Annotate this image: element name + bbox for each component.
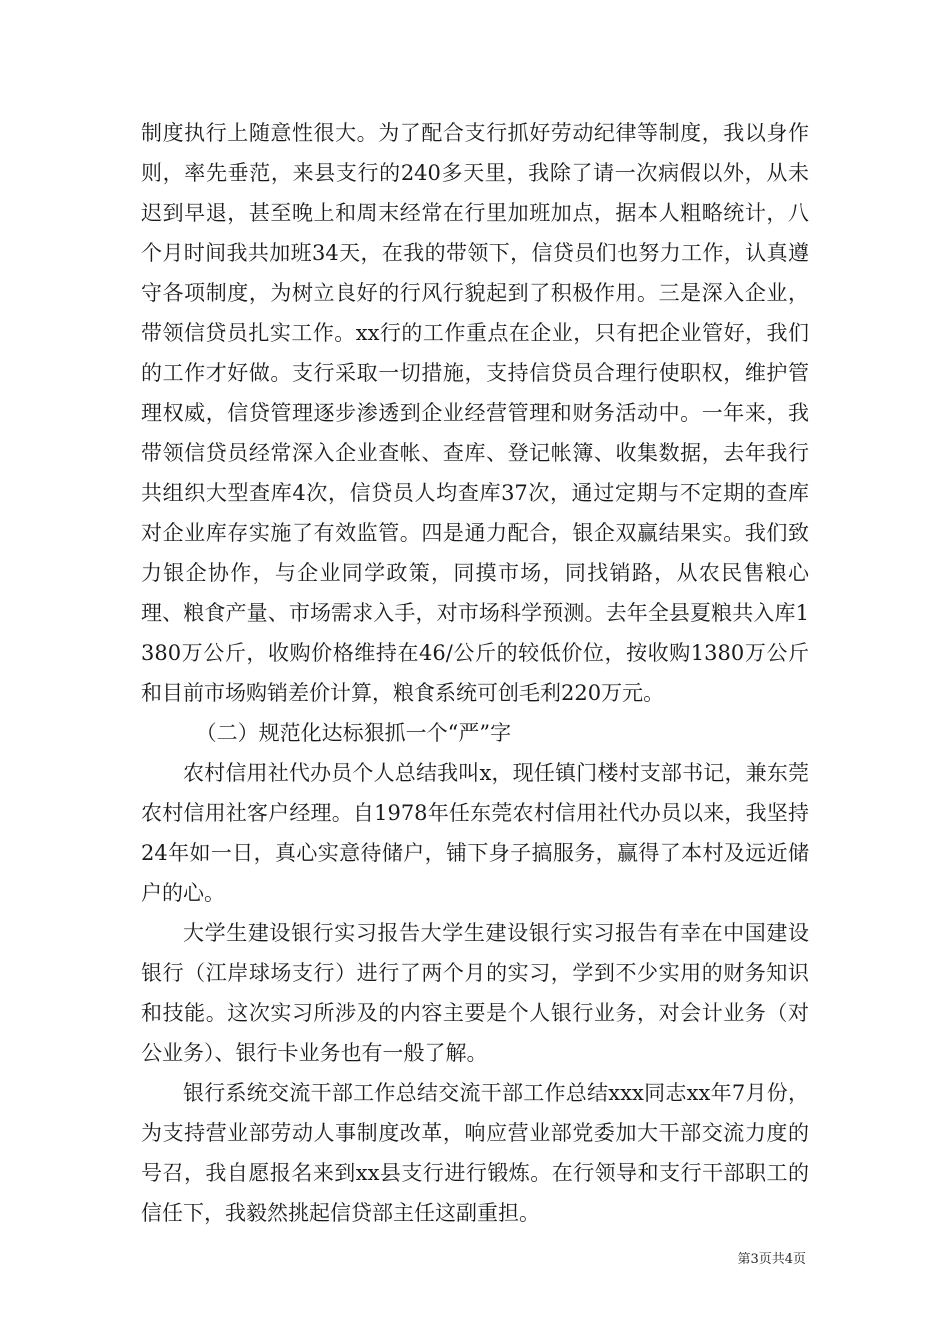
page-number-footer: 第3页共4页 <box>737 1252 806 1267</box>
paragraph-credit-agent-summary: 农村信用社代办员个人总结我叫x，现任镇门楼村支部书记，兼东莞农村信用社客户经理。自1978年任东莞农村信用社代办员以来，我坚持24年如一日，真心实意待储户，铺下身子搞服务，赢得了本村及远近储户的心。 <box>141 761 809 905</box>
document-body <box>141 113 809 1233</box>
paragraph-exchange-cadre-summary: 银行系统交流干部工作总结交流干部工作总结xxx同志xx年7月份，为支持营业部劳动人事制度改革，响应营业部党委加大干部交流力度的号召，我自愿报名来到xx县支行进行锻炼。在行领导和支行干部职工的信任下，我毅然挑起信贷部主任这副重担。 <box>141 1081 809 1225</box>
paragraph-continued: 制度执行上随意性很大。为了配合支行抓好劳动纪律等制度，我以身作则，率先垂范，来县支行的240多天里，我除了请一次病假以外，从未迟到早退，甚至晚上和周末经常在行里加班加点，据本人粗略统计，八个月时间我共加班34天，在我的带领下，信贷员们也努力工作，认真遵守各项制度，为树立良好的行风行貌起到了积极作用。三是深入企业，带领信贷员扎实工作。xx行的工作重点在企业，只有把企业管好，我们的工作才好做。支行采取一切措施，支持信贷员合理行使职权，维护管理权威，信贷管理逐步渗透到企业经营管理和财务活动中。一年来，我带领信贷员经常深入企业查帐、查库、登记帐簿、收集数据，去年我行共组织大型查库4次，信贷员人均查库37次，通过定期与不定期的查库对企业库存实施了有效监管。四是通力配合，银企双赢结果实。我们致力银企协作，与企业同学政策，同摸市场，同找销路，从农民售粮心理、粮食产量、市场需求入手，对市场科学预测。去年全县夏粮共入库1380万公斤，收购价格维持在46/公斤的较低价位，按收购1380万公斤和目前市场购销差价计算，粮食系统可创毛利220万元。 <box>141 121 809 705</box>
paragraph-internship-report: 大学生建设银行实习报告大学生建设银行实习报告有幸在中国建设银行（江岸球场支行）进行了两个月的实习，学到不少实用的财务知识和技能。这次实习所涉及的内容主要是个人银行业务，对会计业务（对公业务）、银行卡业务也有一般了解。 <box>141 921 809 1065</box>
section-heading: （二）规范化达标狠抓一个“严”字 <box>195 721 512 745</box>
